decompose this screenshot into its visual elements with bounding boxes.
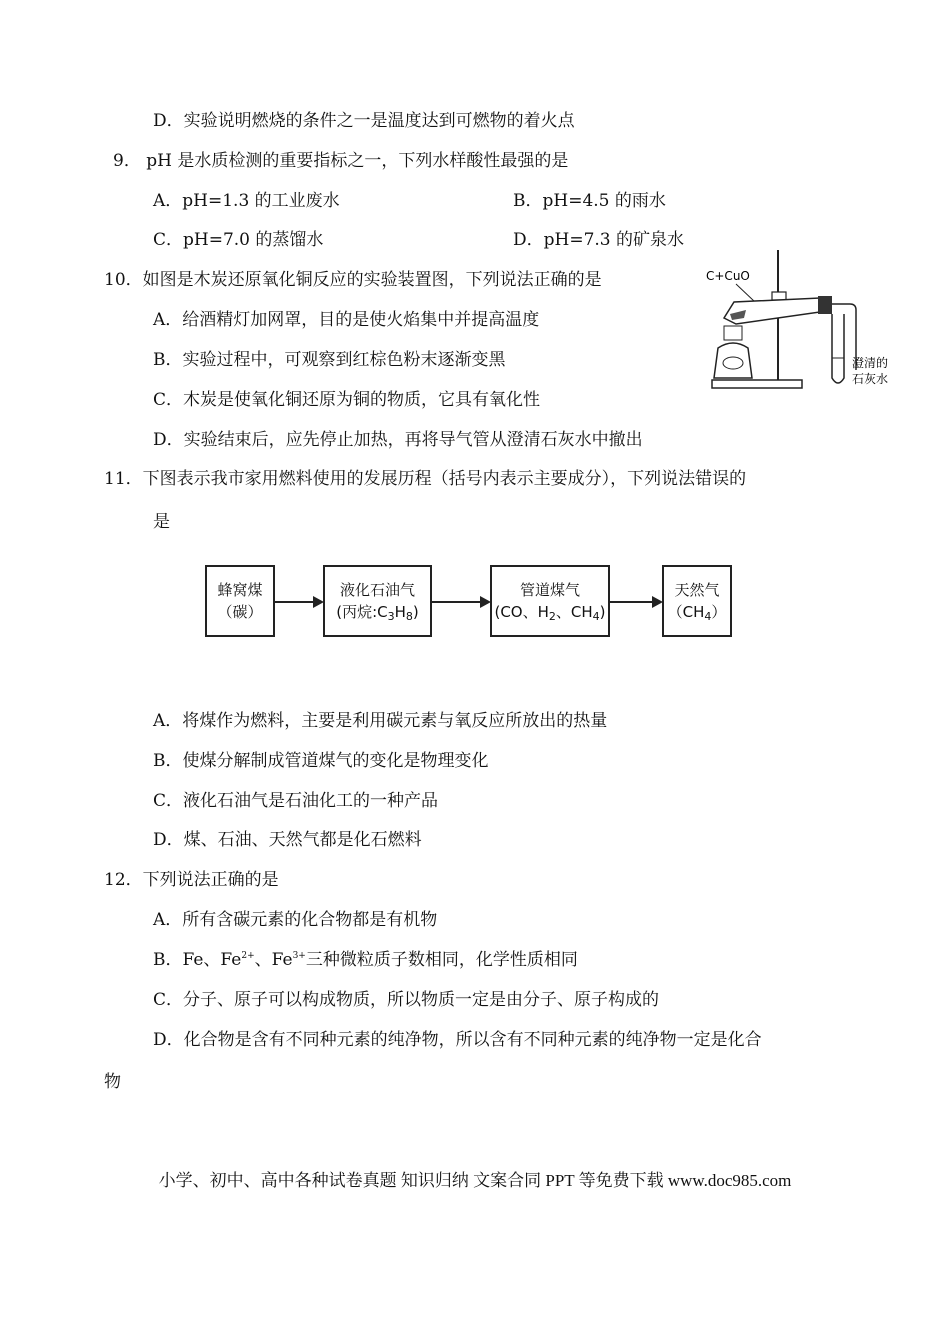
q11-option-b: B．使煤分解制成管道煤气的变化是物理变化 — [153, 751, 489, 771]
q10-option-a: A．给酒精灯加网罩，目的是使火焰集中并提高温度 — [153, 310, 540, 330]
q10-stem: 如图是木炭还原氧化铜反应的实验装置图，下列说法正确的是 — [142, 270, 602, 290]
q12-number: 12． — [104, 870, 143, 890]
net-cover — [724, 326, 742, 340]
q11-stem: 下图表示我市家用燃料使用的发展历程（括号内表示主要成分），下列说法错误的 — [142, 469, 747, 489]
q12-option-a: A．所有含碳元素的化合物都是有机物 — [153, 910, 438, 930]
flow-box-composition: (CO、$H_2$、$CH_4$) — [494, 603, 606, 623]
q9-number: 9． — [113, 151, 141, 171]
flow-box-composition: (丙烷$:C_3H_8$) — [336, 603, 419, 623]
flow-box-piped-gas — [490, 565, 610, 637]
stand-base — [712, 380, 802, 388]
apparatus-leader-line — [736, 284, 755, 302]
flow-box-name: 管道煤气 — [519, 581, 580, 599]
flow-box-honeycomb-coal — [205, 565, 275, 637]
q9-option-d: D．pH=7.3 的矿泉水 — [513, 230, 685, 250]
q12-question — [104, 869, 279, 891]
q12-option-d: D．化合物是含有不同种元素的纯净物，所以含有不同种元素的纯净物一定是化合 — [153, 1030, 762, 1050]
reaction-tube — [724, 298, 820, 324]
q9-option-a: A．pH=1.3 的工业废水 — [153, 191, 340, 211]
flow-arrow-2 — [432, 601, 489, 603]
apparatus-label-reactants: C+CuO — [706, 269, 750, 283]
receiving-tube — [832, 314, 844, 383]
q10-option-b: B．实验过程中，可观察到红棕色粉末逐渐变黑 — [153, 350, 506, 370]
tube-stopper — [818, 296, 832, 314]
q11-question — [104, 468, 746, 490]
q11-option-a: A．将煤作为燃料，主要是利用碳元素与氧反应所放出的热量 — [153, 711, 608, 731]
q12-option-d-continued: 物 — [104, 1072, 121, 1092]
q12-option-b: B．Fe、$Fe^{2+}$、$Fe^{3+}$三种微粒质子数相同，化学性质相同 — [153, 950, 578, 970]
q10-option-c: C．木炭是使氧化铜还原为铜的物质，它具有氧化性 — [153, 390, 541, 410]
q11-number: 11． — [104, 469, 143, 489]
q10-number: 10． — [104, 270, 143, 290]
flow-box-natural-gas — [662, 565, 732, 637]
flow-box-composition: $(CH_4)$ — [667, 603, 727, 623]
apparatus-label-water-1: 澄清的 — [852, 356, 889, 370]
flow-arrow-3 — [610, 601, 661, 603]
q10-question — [104, 269, 602, 291]
q9-option-b: B．pH=4.5 的雨水 — [513, 191, 666, 211]
q9-option-c: C．pH=7.0 的蒸馏水 — [153, 230, 324, 250]
q9-stem: pH 是水质检测的重要指标之一，下列水样酸性最强的是 — [146, 151, 569, 171]
q12-option-c: C．分子、原子可以构成物质，所以物质一定是由分子、原子构成的 — [153, 990, 660, 1010]
flow-box-lpg — [323, 565, 432, 637]
alcohol-lamp — [714, 343, 752, 378]
q11-option-c: C．液化石油气是石油化工的一种产品 — [153, 791, 439, 811]
flow-box-composition: （碳） — [217, 603, 263, 621]
flow-box-name: 天然气 — [674, 581, 720, 599]
flow-arrow-1 — [275, 601, 322, 603]
flow-box-name: 蜂窝煤 — [217, 581, 263, 599]
q9-options-row-1 — [153, 190, 666, 212]
page-footer: 小学、初中、高中各种试卷真题 知识归纳 文案合同 PPT 等免费下载 www.doc985.com — [158, 1171, 792, 1190]
stand-clamp — [772, 292, 786, 300]
q8-option-d: D．实验说明燃烧的条件之一是温度达到可燃物的着火点 — [153, 111, 575, 131]
flow-box-name: 液化石油气 — [339, 581, 415, 599]
q11-stem-continued: 是 — [153, 512, 170, 532]
apparatus-label-water-2: 石灰水 — [852, 372, 889, 386]
apparatus-figure — [700, 240, 910, 395]
q9-options-row-2 — [153, 229, 685, 251]
q12-stem: 下列说法正确的是 — [142, 870, 279, 890]
q10-option-d: D．实验结束后，应先停止加热，再将导气管从澄清石灰水中撤出 — [153, 430, 643, 450]
q11-option-d: D．煤、石油、天然气都是化石燃料 — [153, 830, 422, 850]
q9-question — [113, 150, 568, 172]
